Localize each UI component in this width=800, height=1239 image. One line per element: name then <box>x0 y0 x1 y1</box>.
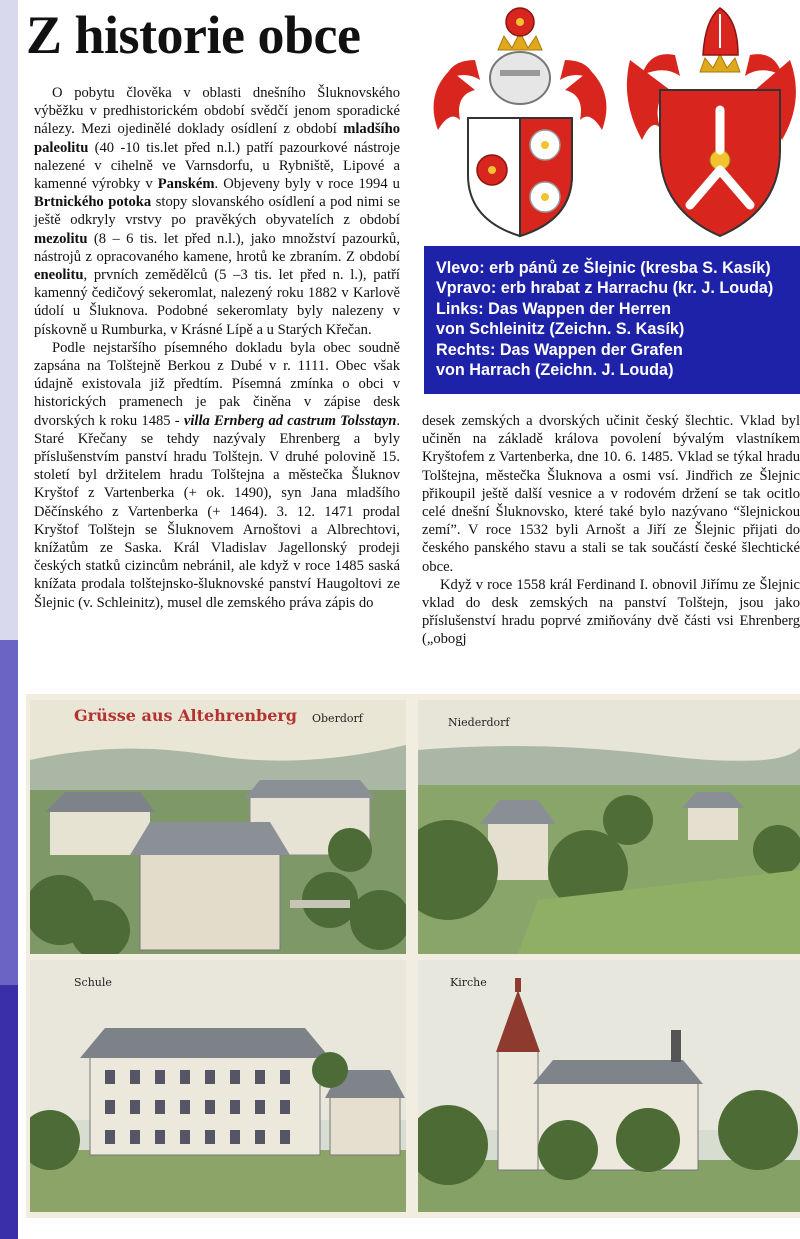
label-oberdorf: Oberdorf <box>312 712 363 725</box>
article-column-right <box>422 412 800 649</box>
kirche-illustration <box>418 960 800 1212</box>
postcard-view-niederdorf <box>418 700 800 954</box>
left-margin-stripe-dark <box>0 985 18 1239</box>
caption-line-4: von Schleinitz (Zeichn. S. Kasík) <box>436 320 685 339</box>
postcard-view-kirche <box>418 960 800 1212</box>
paragraph-ferdinand: Když v roce 1558 král Ferdinand I. obnovil Jiřímu ze Šlejnic vklad do desk zemských na panství Tolštejn, jsou jako příslušenství hradu poprvé zmiňovány dvě části vsi Ehrenberg („obogj <box>422 576 800 648</box>
paragraph-land-registry: desek zemských a dvorských učinit český šlechtic. Vklad byl učiněn na základě králova povolení bývalým vlastníkem Kryštofem z Vartenberka, dne 10. 6. 1485. Vklad se týkal hradu Tolštejna, městečka Šluknova a osmi vsí. Jindřich ze Šlejnic přikoupil ještě další vesnice a v rodovém držení se tak ocitlo celé dnešní Šluknovsko, které také bylo nazývano “šlejnickou zemí”. V roce 1532 byli Arnošt a Jiří ze Šlejnic přijati do českého panského stavu a stali se tak součástí české šlechtické obce. <box>422 413 800 575</box>
schule-illustration <box>30 960 406 1212</box>
article-column-left <box>34 84 400 612</box>
harrach-coat-of-arms <box>627 8 796 236</box>
label-niederdorf: Niederdorf <box>448 716 510 729</box>
label-kirche: Kirche <box>450 976 487 989</box>
caption-line-3: Links: Das Wappen der Herren <box>436 299 672 318</box>
niederdorf-illustration <box>418 700 800 954</box>
postcard-view-oberdorf <box>30 700 406 954</box>
postcard-view-schule <box>30 960 406 1212</box>
coats-of-arms-svg <box>420 0 800 240</box>
label-schule: Schule <box>74 976 112 989</box>
coats-of-arms-caption <box>424 246 800 394</box>
caption-line-6: von Harrach (Zeichn. J. Louda) <box>436 361 674 380</box>
paragraph-oldest-record: Podle nejstaršího písemného dokladu byla obec soudně zapsána na Tolštejně Berkou z Dubé v r. 1111. Obec však údajně existovala již předtím. Písemná zmínka o obci v historických pramenech je pak činěna v zápise desk dvorských k roku 1485 - villa Ernberg ad castrum Tolsstayn. Staré Křečany se tehdy nazývaly Ehrenberg a byly příslušenstvím panství hradu Tolštejn. V druhé polovině 15. století byl držitelem hradu Tolštejna a městečka Šluknov Kryštof z Vartenberka (+ ok. 1490), syn Jana mladšího Děčínského z Vartenberka (+ 1464). 3. 12. 1471 prodal Kryštof Tolštejn se Šluknovem Arnoštovi a Albrechtovi, knížatům ze Saska. Král Vladislav Jagellonský prodeji českých statků cizincům nebránil, ale když v roce 1485 saská knížata prodala tolštejnsko-šluknovské panství Haugoltovi ze Šlejnic (v. Schleinitz), musel dle zemského práva zápis do <box>34 339 400 611</box>
historic-postcard <box>26 694 800 1218</box>
oberdorf-illustration <box>30 700 406 954</box>
schleinitz-coat-of-arms <box>434 8 607 236</box>
left-margin-band <box>0 0 18 1239</box>
caption-line-1: Vlevo: erb pánů ze Šlejnic (kresba S. Kasík) <box>436 259 771 277</box>
coats-of-arms-illustration <box>420 0 800 240</box>
postcard-title: Grüsse aus Altehrenberg <box>74 706 297 725</box>
page-title: Z historie obce <box>26 5 361 65</box>
caption-line-2: Vpravo: erb hrabat z Harrachu (kr. J. Louda) <box>436 279 774 298</box>
caption-line-5: Rechts: Das Wappen der Grafen <box>436 340 683 359</box>
paragraph-prehistory: O pobytu člověka v oblasti dnešního Šluknovského výběžku v predhistorickém období svědčí jenom sporadické nálezy. Mezi ojedinělé doklady osídlení z období mladšího paleolitu (40 -10 tis.let před n.l.) patří pazourkové nástroje nalezené v cihelně ve Varnsdorfu, u Rybniště, Lipové a kamenné výrobky v Panském. Objeveny byly v roce 1994 u Brtnického potoka stopy slovanského osídlení a pod nimi se ještě odkryly vrstvy po pravěkých obyvatelích z období mezolitu (8 – 6 tis. let před n.l.), jako množství pazourků, nástrojů z opracovaného kamene, hrotů ke zbraním. Z období eneolitu, prvních zemědělců (5 –3 tis. let před n. l.), patří kamenný čedičový sekeromlat, nalezený roku 1882 v Karlově údolí u Šluknova. Podobné sekeromlaty byly nalezeny v pískovně u Rumburka, v Krásné Lípě a u Starých Křečan. <box>34 85 400 338</box>
